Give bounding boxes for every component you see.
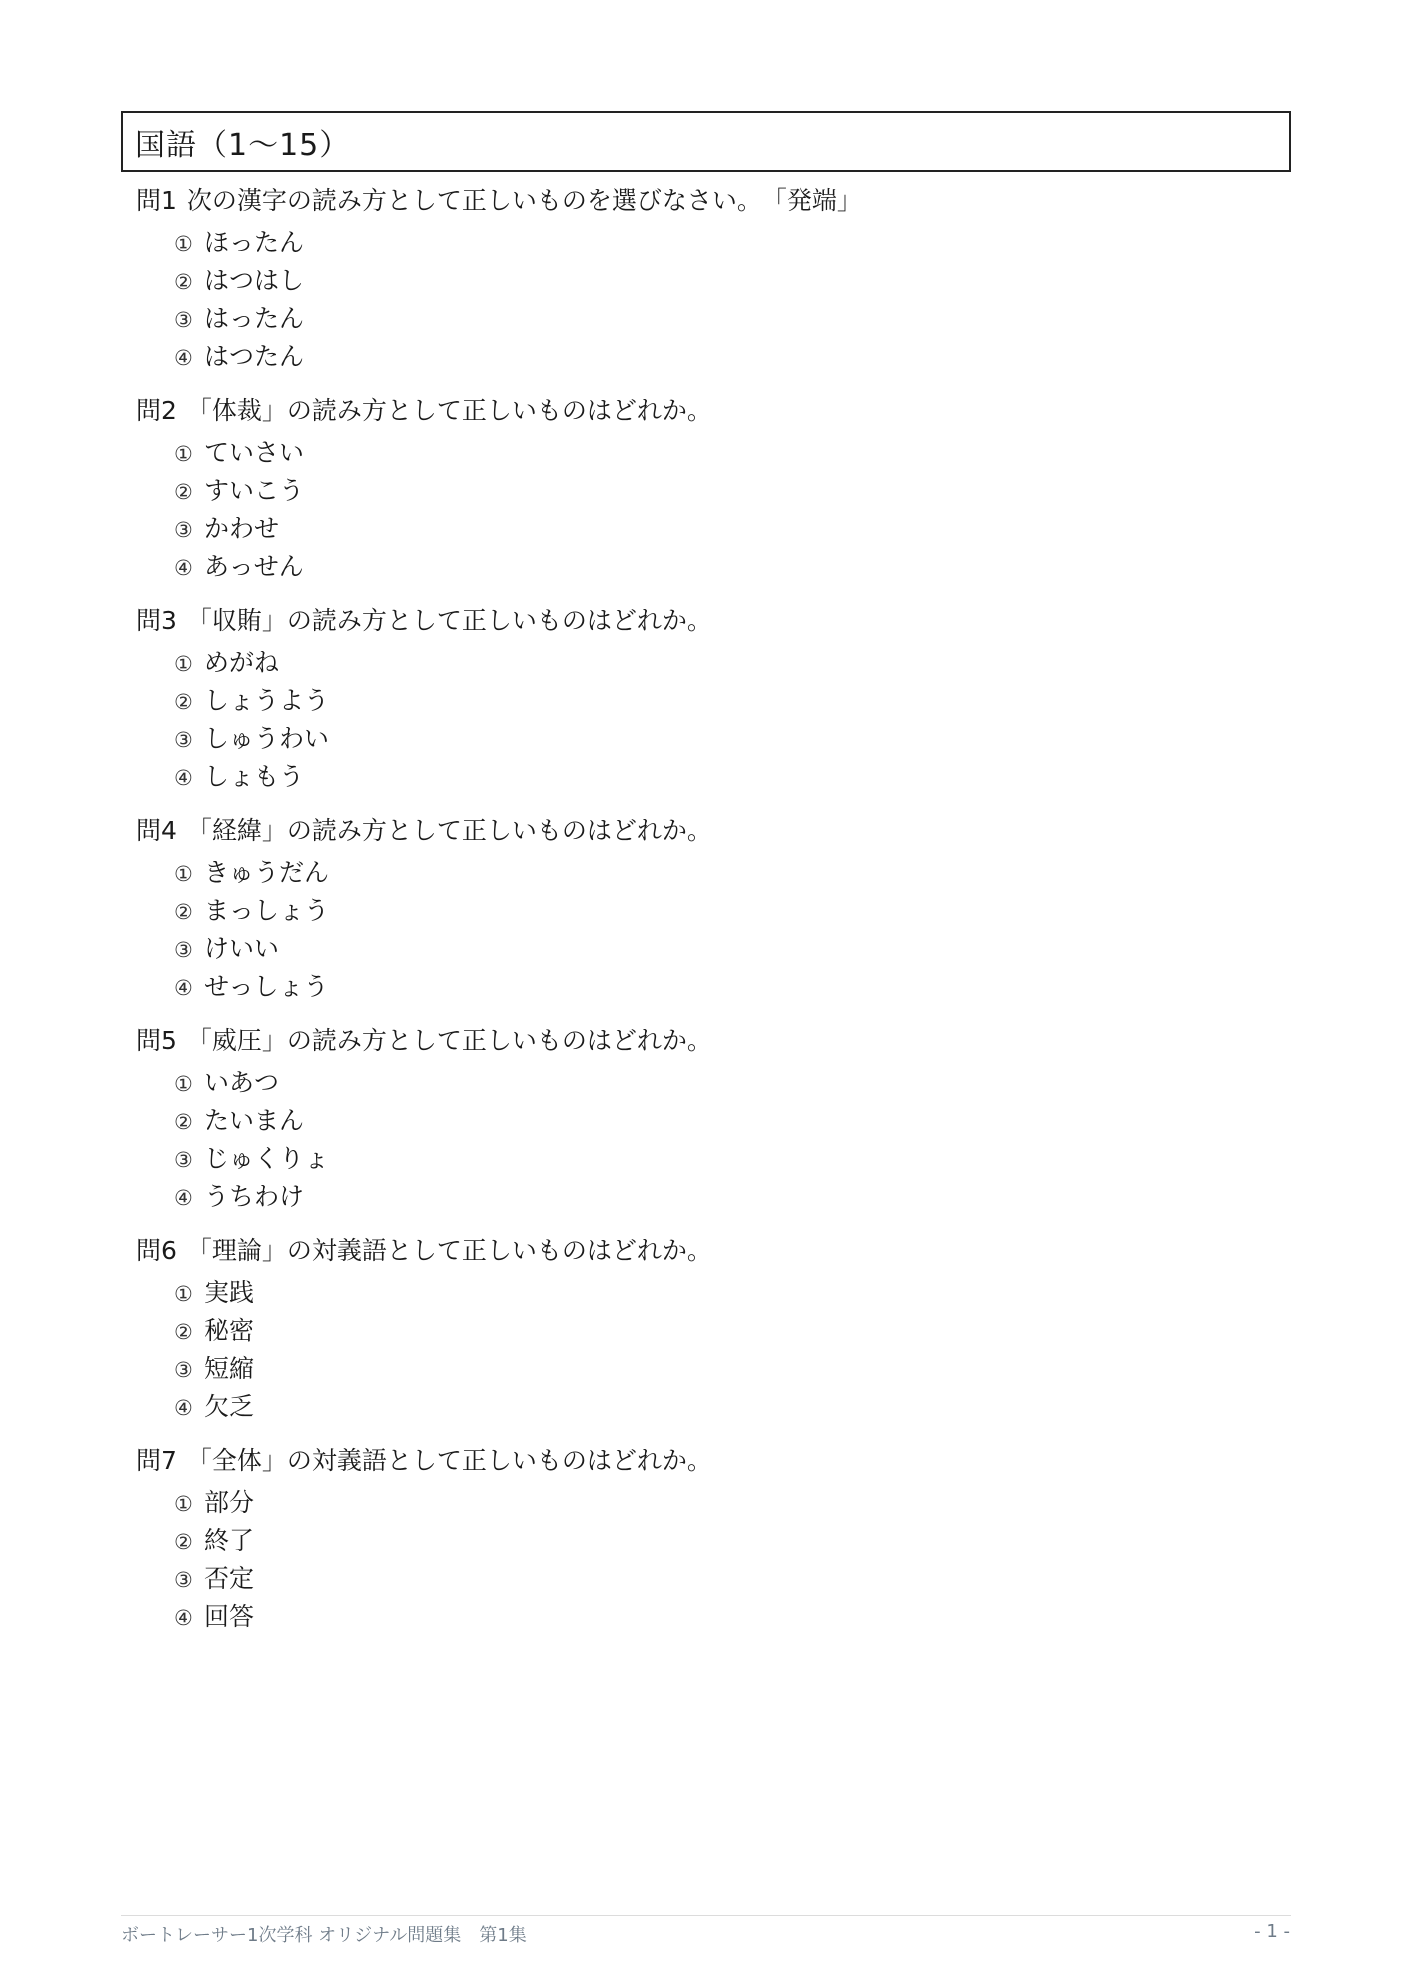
option-2 xyxy=(136,472,1286,510)
option-3 xyxy=(136,930,1286,968)
option-text: 回答 xyxy=(204,1602,255,1631)
option-marker: ① xyxy=(174,1492,193,1516)
option-text: いあつ xyxy=(204,1068,280,1097)
option-text: じゅくりょ xyxy=(204,1144,330,1173)
option-list xyxy=(136,1484,1286,1636)
option-text: 実践 xyxy=(204,1278,255,1307)
option-text: はつはし xyxy=(204,266,305,295)
option-text: かわせ xyxy=(204,514,280,543)
option-marker: ① xyxy=(174,232,193,256)
option-4 xyxy=(136,968,1286,1006)
question-2 xyxy=(136,388,1286,586)
option-text: ほったん xyxy=(204,228,305,257)
option-text: けいい xyxy=(204,934,280,963)
option-2 xyxy=(136,262,1286,300)
question-1 xyxy=(136,178,1286,376)
option-text: きゅうだん xyxy=(204,858,330,887)
option-list xyxy=(136,434,1286,586)
option-text: しょもう xyxy=(204,762,305,791)
option-text: はったん xyxy=(204,304,305,333)
option-marker: ① xyxy=(174,442,193,466)
option-text: しょうよう xyxy=(204,686,330,715)
option-text: たいまん xyxy=(204,1106,305,1135)
option-1 xyxy=(136,1484,1286,1522)
question-number: 問1 xyxy=(136,186,177,215)
question-3 xyxy=(136,598,1286,796)
option-text: 短縮 xyxy=(204,1354,255,1383)
option-text: まっしょう xyxy=(204,896,330,925)
option-marker: ③ xyxy=(174,308,193,332)
option-3 xyxy=(136,1560,1286,1598)
option-marker: ② xyxy=(174,480,193,504)
option-2 xyxy=(136,892,1286,930)
question-text: 「体裁」の読み方として正しいものはどれか。 xyxy=(186,396,712,425)
option-text: しゅうわい xyxy=(204,724,330,753)
option-1 xyxy=(136,224,1286,262)
option-text: あっせん xyxy=(204,552,304,581)
option-4 xyxy=(136,1598,1286,1636)
option-1 xyxy=(136,644,1286,682)
question-text: 「経緯」の読み方として正しいものはどれか。 xyxy=(186,816,712,845)
option-4 xyxy=(136,1388,1286,1426)
footer-title: ボートレーサー1次学科 オリジナル問題集 第1集 xyxy=(121,1925,527,1946)
option-marker: ① xyxy=(174,862,193,886)
option-marker: ④ xyxy=(174,346,193,370)
question-6 xyxy=(136,1228,1286,1426)
option-marker: ③ xyxy=(174,1148,193,1172)
option-marker: ③ xyxy=(174,1358,193,1382)
option-3 xyxy=(136,1140,1286,1178)
option-marker: ① xyxy=(174,1072,193,1096)
option-marker: ② xyxy=(174,900,193,924)
page-number: - 1 - xyxy=(1254,1921,1290,1942)
option-list xyxy=(136,224,1286,376)
option-marker: ④ xyxy=(174,556,193,580)
option-1 xyxy=(136,434,1286,472)
question-number: 問3 xyxy=(136,606,177,635)
option-marker: ③ xyxy=(174,518,193,542)
option-marker: ④ xyxy=(174,976,193,1000)
option-4 xyxy=(136,1178,1286,1216)
option-1 xyxy=(136,854,1286,892)
question-text: 「全体」の対義語として正しいものはどれか。 xyxy=(186,1446,712,1475)
question-text: 「収賄」の読み方として正しいものはどれか。 xyxy=(186,606,712,635)
option-4 xyxy=(136,338,1286,376)
option-marker: ② xyxy=(174,270,193,294)
option-marker: ② xyxy=(174,1110,193,1134)
question-number: 問7 xyxy=(136,1446,177,1475)
option-text: ていさい xyxy=(204,438,305,467)
option-list xyxy=(136,854,1286,1006)
option-3 xyxy=(136,300,1286,338)
option-text: 終了 xyxy=(204,1526,255,1555)
option-4 xyxy=(136,548,1286,586)
option-2 xyxy=(136,1102,1286,1140)
option-list xyxy=(136,1064,1286,1216)
option-text: すいこう xyxy=(204,476,305,505)
option-marker: ① xyxy=(174,652,193,676)
footer-divider xyxy=(121,1915,1291,1916)
option-2 xyxy=(136,682,1286,720)
option-marker: ③ xyxy=(174,938,193,962)
option-3 xyxy=(136,720,1286,758)
option-marker: ③ xyxy=(174,728,193,752)
question-number: 問6 xyxy=(136,1236,177,1265)
option-text: 秘密 xyxy=(204,1316,255,1345)
option-marker: ② xyxy=(174,690,193,714)
question-5 xyxy=(136,1018,1286,1216)
option-text: 否定 xyxy=(204,1564,255,1593)
option-1 xyxy=(136,1274,1286,1312)
question-text: 「威圧」の読み方として正しいものはどれか。 xyxy=(186,1026,712,1055)
option-text: 部分 xyxy=(204,1488,255,1517)
question-4 xyxy=(136,808,1286,1006)
section-header xyxy=(121,111,1291,172)
question-number: 問5 xyxy=(136,1026,177,1055)
question-text: 「理論」の対義語として正しいものはどれか。 xyxy=(186,1236,712,1265)
option-marker: ④ xyxy=(174,1186,193,1210)
option-4 xyxy=(136,758,1286,796)
question-list xyxy=(136,178,1286,1648)
question-number: 問2 xyxy=(136,396,177,425)
section-title: 国語（1～15） xyxy=(135,127,351,163)
option-3 xyxy=(136,510,1286,548)
option-text: うちわけ xyxy=(204,1182,305,1211)
option-1 xyxy=(136,1064,1286,1102)
option-marker: ② xyxy=(174,1530,193,1554)
option-text: 欠乏 xyxy=(204,1392,255,1421)
option-text: めがね xyxy=(204,648,280,677)
option-marker: ④ xyxy=(174,1396,193,1420)
option-text: せっしょう xyxy=(204,972,329,1001)
question-text: 次の漢字の読み方として正しいものを選びなさい。 「発端」 xyxy=(186,186,862,215)
option-list xyxy=(136,644,1286,796)
option-2 xyxy=(136,1312,1286,1350)
question-number: 問4 xyxy=(136,816,177,845)
option-marker: ④ xyxy=(174,766,193,790)
option-3 xyxy=(136,1350,1286,1388)
option-list xyxy=(136,1274,1286,1426)
option-text: はつたん xyxy=(204,342,305,371)
option-marker: ④ xyxy=(174,1606,193,1630)
option-2 xyxy=(136,1522,1286,1560)
option-marker: ③ xyxy=(174,1568,193,1592)
option-marker: ① xyxy=(174,1282,193,1306)
question-7 xyxy=(136,1438,1286,1636)
option-marker: ② xyxy=(174,1320,193,1344)
